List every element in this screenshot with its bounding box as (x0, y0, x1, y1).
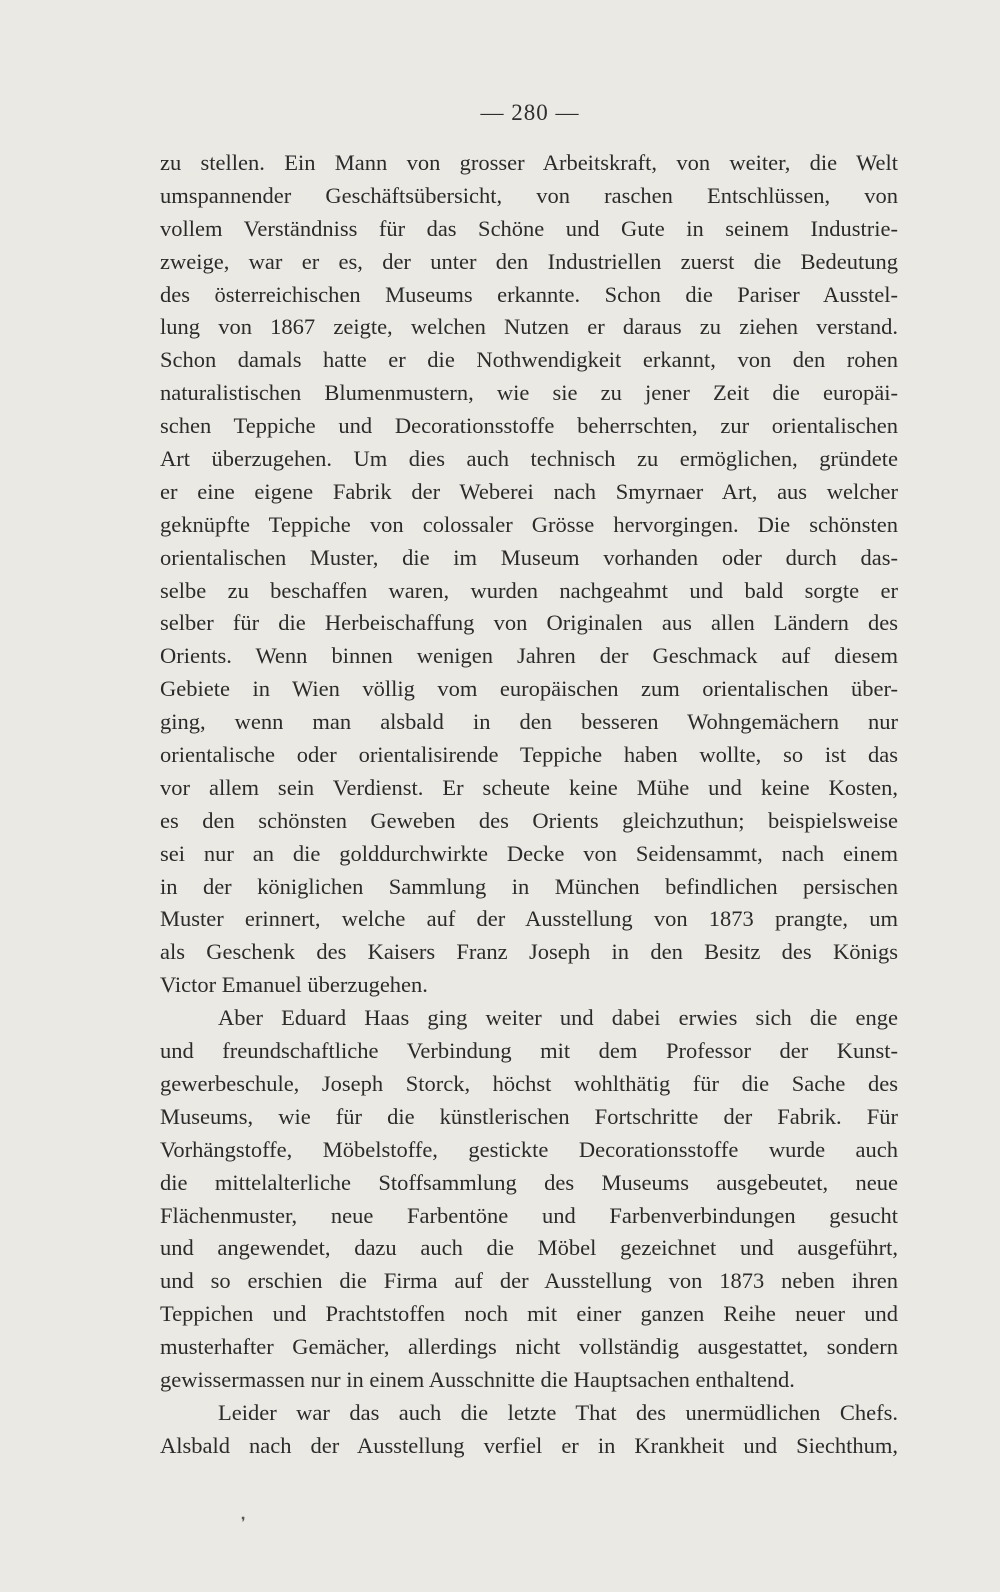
text-line: zu stellen. Ein Mann von grosser Arbeitskraft, von weiter, die Welt (160, 150, 898, 175)
text-line: musterhafter Gemächer, allerdings nicht vollständig ausgestattet, sondern (160, 1334, 898, 1360)
text-line: und so erschien die Firma auf der Ausstellung von 1873 neben ihren (160, 1268, 898, 1294)
text-line: selbe zu beschaffen waren, wurden nachgeahmt und bald sorgte er (160, 577, 898, 603)
page-number: — 280 — (480, 100, 580, 125)
text-line: als Geschenk des Kaisers Franz Joseph in den Besitz des Königs (160, 939, 898, 965)
text-line-paragraph-start: Leider war das auch die letzte That des unermüdlichen Chefs. (218, 1399, 898, 1425)
text-line-paragraph-start: Aber Eduard Haas ging weiter und dabei erwies sich die enge (218, 1005, 898, 1031)
text-line: in der königlichen Sammlung in München befindlichen persischen (160, 873, 898, 899)
text-line: Vorhängstoffe, Möbelstoffe, gestickte Decorationsstoffe wurde auch (160, 1136, 898, 1162)
text-line: er eine eigene Fabrik der Weberei nach Smyrnaer Art, aus welcher (160, 478, 898, 504)
text-line: geknüpfte Teppiche von colossaler Grösse hervorgingen. Die schönsten (160, 511, 898, 537)
text-line: lung von 1867 zeigte, welchen Nutzen er daraus zu ziehen verstand. (160, 314, 898, 340)
text-line: ging, wenn man alsbald in den besseren Wohngemächern nur (160, 709, 898, 735)
text-line: und freundschaftliche Verbindung mit dem Professor der Kunst- (160, 1038, 898, 1064)
text-line: schen Teppiche und Decorationsstoffe beherrschten, zur orientalischen (160, 413, 898, 439)
text-line: orientalische oder orientalisirende Teppiche haben wollte, so ist das (160, 742, 898, 768)
text-line: Schon damals hatte er die Nothwendigkeit erkannt, von den rohen (160, 347, 898, 373)
text-line: selber für die Herbeischaffung von Originalen aus allen Ländern des (160, 610, 898, 636)
text-line: naturalistischen Blumenmustern, wie sie zu jener Zeit die europäi- (160, 380, 898, 406)
text-line: Flächenmuster, neue Farbentöne und Farbenverbindungen gesucht (160, 1202, 898, 1228)
text-line: es den schönsten Geweben des Orients gleichzuthun; beispielsweise (160, 807, 898, 833)
text-line: umspannender Geschäftsübersicht, von raschen Entschlüssen, von (160, 182, 898, 208)
text-line: Orients. Wenn binnen wenigen Jahren der Geschmack auf diesem (160, 643, 898, 669)
body-text (160, 147, 898, 1463)
text-line: die mittelalterliche Stoffsammlung des Museums ausgebeutet, neue (160, 1169, 898, 1195)
text-line: und angewendet, dazu auch die Möbel gezeichnet und ausgeführt, (160, 1235, 898, 1261)
text-line: orientalischen Muster, die im Museum vorhanden oder durch das- (160, 544, 898, 570)
text-line: vollem Verständniss für das Schöne und Gute in seinem Industrie- (160, 215, 898, 241)
text-line: Muster erinnert, welche auf der Ausstellung von 1873 prangte, um (160, 906, 898, 932)
text-line: des österreichischen Museums erkannte. Schon die Pariser Ausstel- (160, 281, 898, 307)
text-line: Teppichen und Prachtstoffen noch mit einer ganzen Reihe neuer und (160, 1301, 898, 1327)
text-line: vor allem sein Verdienst. Er scheute keine Mühe und keine Kosten, (160, 774, 898, 800)
text-line: gewerbeschule, Joseph Storck, höchst wohlthätig für die Sache des (160, 1070, 898, 1096)
text-line: sei nur an die golddurchwirkte Decke von Seidensammt, nach einem (160, 840, 898, 866)
text-line: Gebiete in Wien völlig vom europäischen zum orientalischen über- (160, 676, 898, 702)
text-line: Art überzugehen. Um dies auch technisch zu ermöglichen, gründete (160, 446, 898, 472)
text-line-paragraph-end: Victor Emanuel überzugehen. (160, 972, 428, 998)
ink-speck-mark: ❜ (241, 1516, 246, 1531)
text-line: Alsbald nach der Ausstellung verfiel er in Krankheit und Siechthum, (160, 1432, 898, 1458)
text-line: zweige, war er es, der unter den Industriellen zuerst die Bedeutung (160, 248, 898, 274)
text-line-paragraph-end: gewissermassen nur in einem Ausschnitte die Hauptsachen enthaltend. (160, 1366, 795, 1392)
text-line: Museums, wie für die künstlerischen Fortschritte der Fabrik. Für (160, 1103, 898, 1129)
